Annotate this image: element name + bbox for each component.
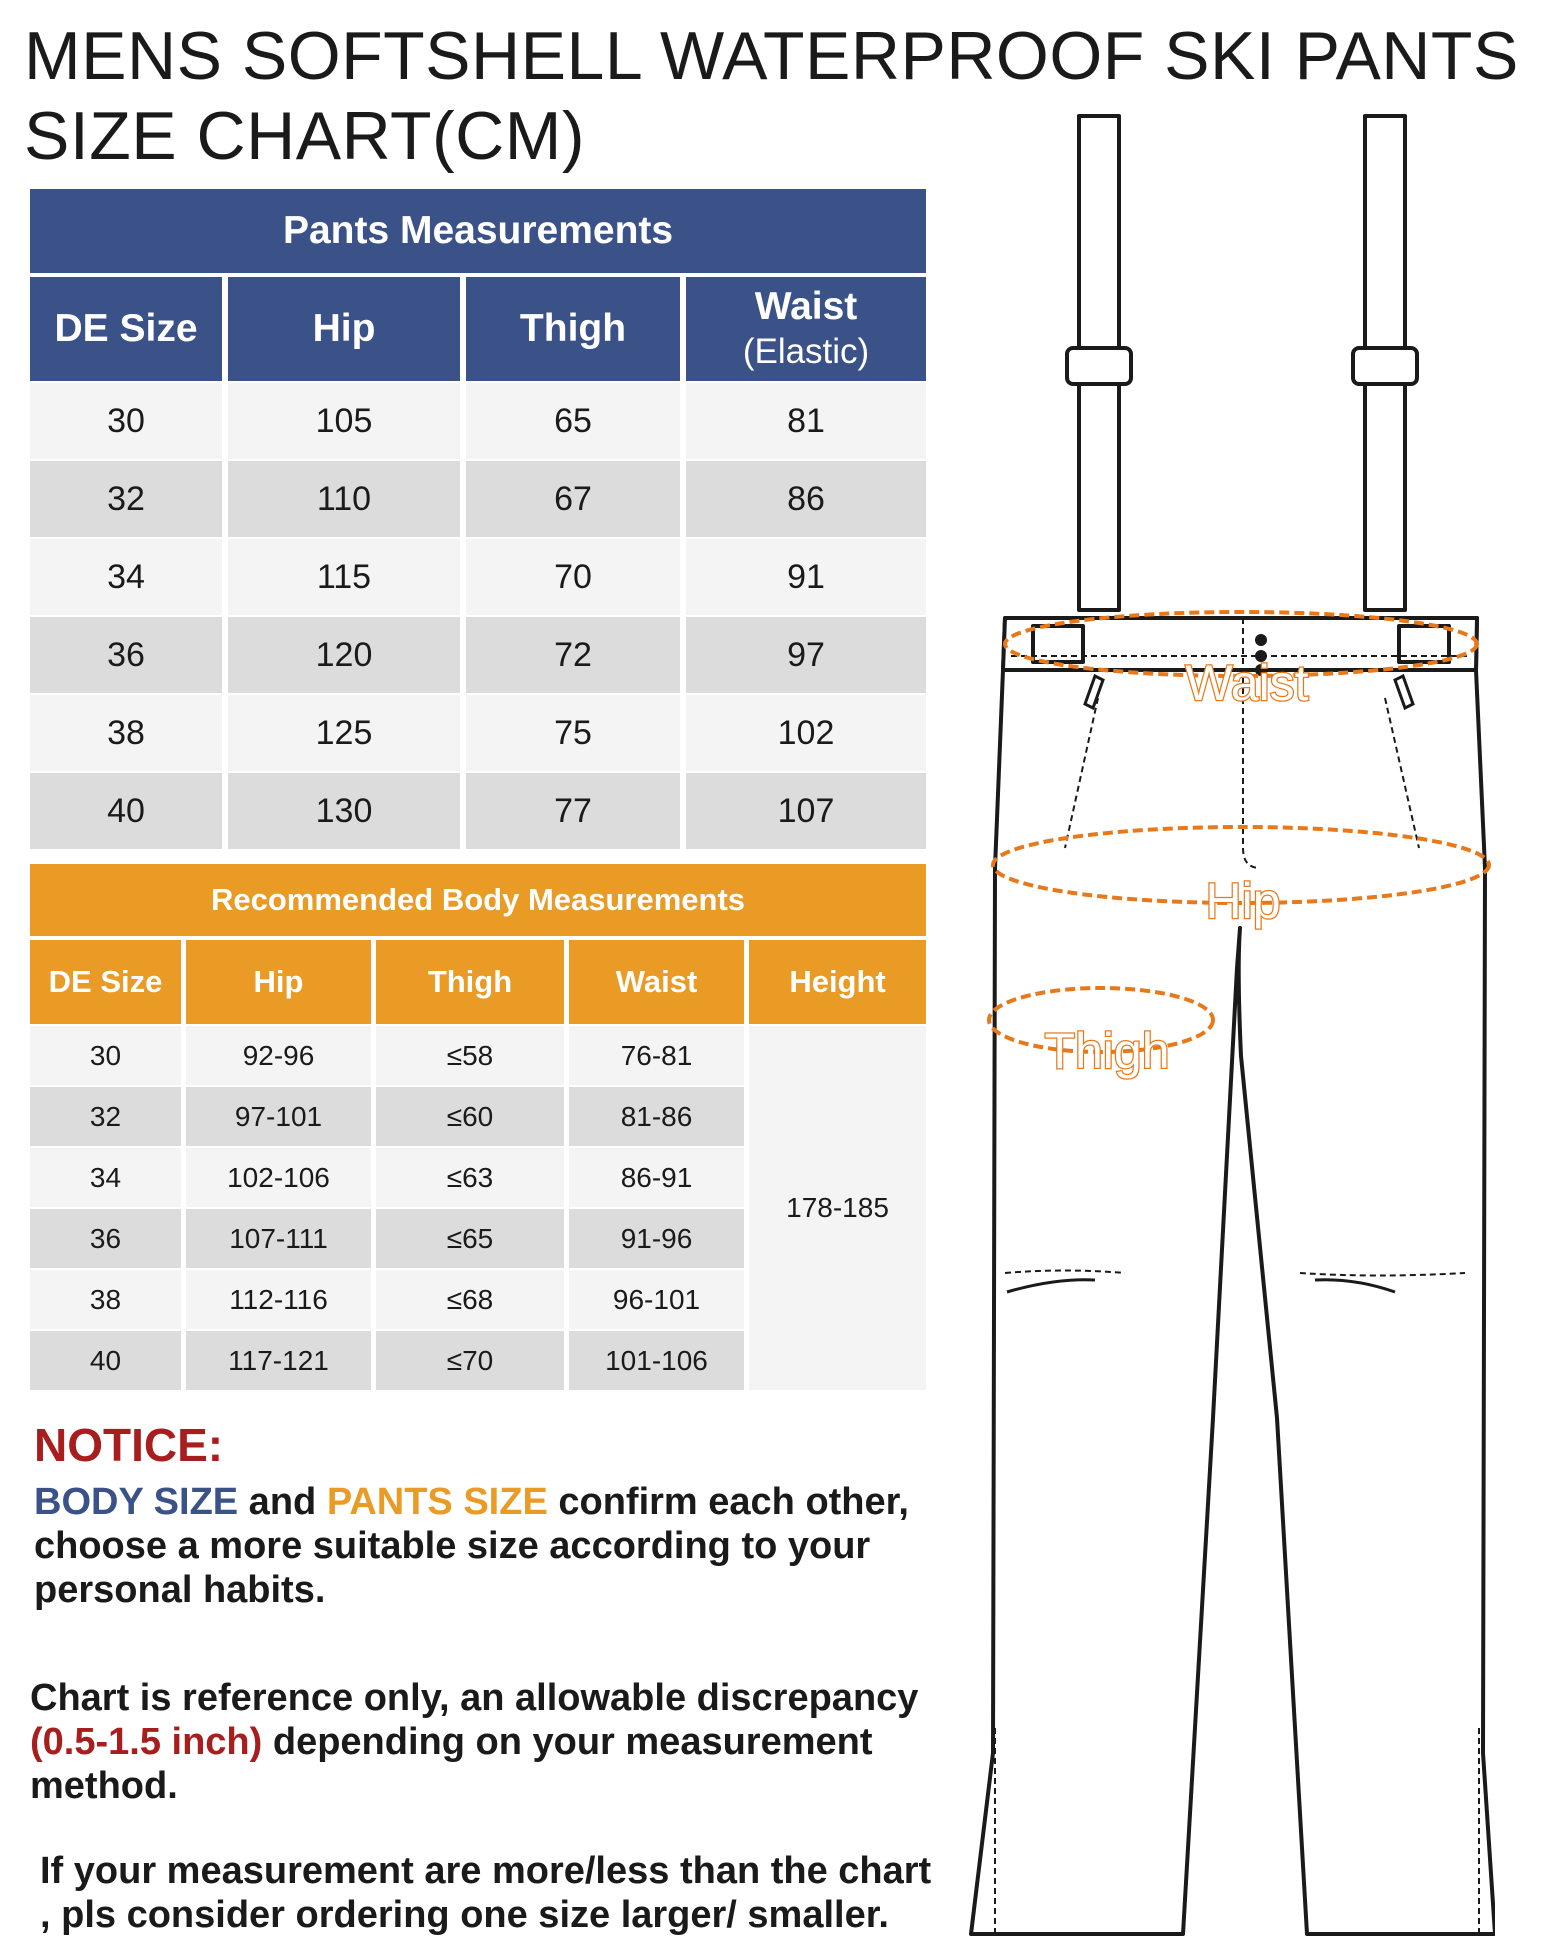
- right-suspender-buckle: [1353, 348, 1417, 384]
- pants-table-caption: Pants Measurements: [30, 189, 926, 277]
- pants-cell-thigh: 65: [466, 381, 686, 459]
- pants-cell-waist: 81: [686, 381, 926, 459]
- body-header-height: Height: [749, 940, 926, 1024]
- body-cell-size: 40: [30, 1329, 186, 1390]
- pants-cell-waist: 91: [686, 537, 926, 615]
- body-cell-thigh: ≤60: [376, 1085, 569, 1146]
- body-cell-hip: 117-121: [186, 1329, 376, 1390]
- body-table-caption: Recommended Body Measurements: [30, 864, 926, 940]
- body-cell-size: 36: [30, 1207, 186, 1268]
- notice-p2-end: depending on your measurement method.: [30, 1721, 873, 1807]
- pants-row: [30, 615, 926, 693]
- pants-header-waist-label: Waist: [754, 284, 858, 328]
- left-suspender-buckle: [1067, 348, 1131, 384]
- pants-outline: [971, 618, 1495, 1934]
- body-cell-waist: 91-96: [569, 1207, 749, 1268]
- notice-paragraph-discrepancy: [30, 1676, 930, 1808]
- pants-cell-thigh: 77: [466, 771, 686, 849]
- pants-cell-waist: 107: [686, 771, 926, 849]
- body-cell-hip: 112-116: [186, 1268, 376, 1329]
- notice-and: and: [238, 1481, 327, 1523]
- body-cell-waist: 81-86: [569, 1085, 749, 1146]
- title-line-1: MENS SOFTSHELL WATERPROOF SKI PANTS: [24, 18, 1519, 94]
- body-cell-waist: 101-106: [569, 1329, 749, 1390]
- pants-cell-thigh: 75: [466, 693, 686, 771]
- body-cell-thigh: ≤63: [376, 1146, 569, 1207]
- pants-cell-hip: 115: [228, 537, 466, 615]
- pants-cell-waist: 102: [686, 693, 926, 771]
- body-cell-hip: 92-96: [186, 1024, 376, 1085]
- pants-cell-size: 36: [30, 615, 228, 693]
- pants-cell-hip: 105: [228, 381, 466, 459]
- waist-label: Waist: [1185, 655, 1309, 711]
- body-cell-size: 30: [30, 1024, 186, 1085]
- pants-cell-size: 40: [30, 771, 228, 849]
- body-measurements-table: [30, 864, 926, 1390]
- pants-cell-hip: 125: [228, 693, 466, 771]
- body-cell-waist: 76-81: [569, 1024, 749, 1085]
- notice-paragraph-size: [34, 1480, 934, 1612]
- body-header-hip: Hip: [186, 940, 376, 1024]
- body-cell-thigh: ≤68: [376, 1268, 569, 1329]
- pants-cell-size: 30: [30, 381, 228, 459]
- hip-label: Hip: [1205, 873, 1281, 929]
- pants-header-waist-note: (Elastic): [742, 331, 870, 371]
- pants-size-term: PANTS SIZE: [326, 1481, 548, 1523]
- body-row: [30, 1024, 926, 1085]
- pants-header-hip: Hip: [228, 277, 466, 381]
- pants-cell-thigh: 70: [466, 537, 686, 615]
- body-cell-thigh: ≤58: [376, 1024, 569, 1085]
- pants-header-waist: [686, 277, 926, 381]
- notice-heading: NOTICE:: [34, 1419, 224, 1471]
- body-size-term: BODY SIZE: [34, 1481, 239, 1523]
- pants-cell-thigh: 72: [466, 615, 686, 693]
- pants-cell-size: 38: [30, 693, 228, 771]
- pants-measurements-table: [30, 189, 926, 849]
- body-header-thigh: Thigh: [376, 940, 569, 1024]
- pants-cell-waist: 86: [686, 459, 926, 537]
- pants-cell-hip: 110: [228, 459, 466, 537]
- pants-header-size: DE Size: [30, 277, 228, 381]
- pants-cell-waist: 97: [686, 615, 926, 693]
- body-cell-size: 32: [30, 1085, 186, 1146]
- ski-pants-illustration: [955, 108, 1495, 1943]
- notice-p2-start: Chart is reference only, an allowable discrepancy: [30, 1677, 919, 1719]
- pants-cell-hip: 130: [228, 771, 466, 849]
- notice-p1-rest: confirm each other, choose a more suitable size according to your personal habits.: [34, 1481, 909, 1611]
- pants-cell-hip: 120: [228, 615, 466, 693]
- pants-cell-thigh: 67: [466, 459, 686, 537]
- pants-header-thigh: Thigh: [466, 277, 686, 381]
- pants-cell-size: 34: [30, 537, 228, 615]
- button-icon: [1255, 634, 1267, 646]
- notice-paragraph-sizing-advice: If your measurement are more/less than the chart , pls consider ordering one size larger/ smaller.: [40, 1850, 932, 1936]
- body-cell-thigh: ≤65: [376, 1207, 569, 1268]
- thigh-label: Thigh: [1044, 1023, 1170, 1079]
- body-cell-size: 34: [30, 1146, 186, 1207]
- body-cell-hip: 97-101: [186, 1085, 376, 1146]
- body-cell-height: 178-185: [749, 1024, 926, 1390]
- discrepancy-range: (0.5-1.5 inch): [30, 1721, 263, 1763]
- body-cell-size: 38: [30, 1268, 186, 1329]
- pants-cell-size: 32: [30, 459, 228, 537]
- title-line-2: SIZE CHART(CM): [24, 98, 586, 174]
- pants-row: [30, 693, 926, 771]
- body-header-waist: Waist: [569, 940, 749, 1024]
- pants-row: [30, 459, 926, 537]
- body-cell-waist: 96-101: [569, 1268, 749, 1329]
- body-header-size: DE Size: [30, 940, 186, 1024]
- pants-row: [30, 381, 926, 459]
- body-cell-waist: 86-91: [569, 1146, 749, 1207]
- body-cell-thigh: ≤70: [376, 1329, 569, 1390]
- pants-row: [30, 771, 926, 849]
- body-cell-hip: 107-111: [186, 1207, 376, 1268]
- body-cell-hip: 102-106: [186, 1146, 376, 1207]
- pants-row: [30, 537, 926, 615]
